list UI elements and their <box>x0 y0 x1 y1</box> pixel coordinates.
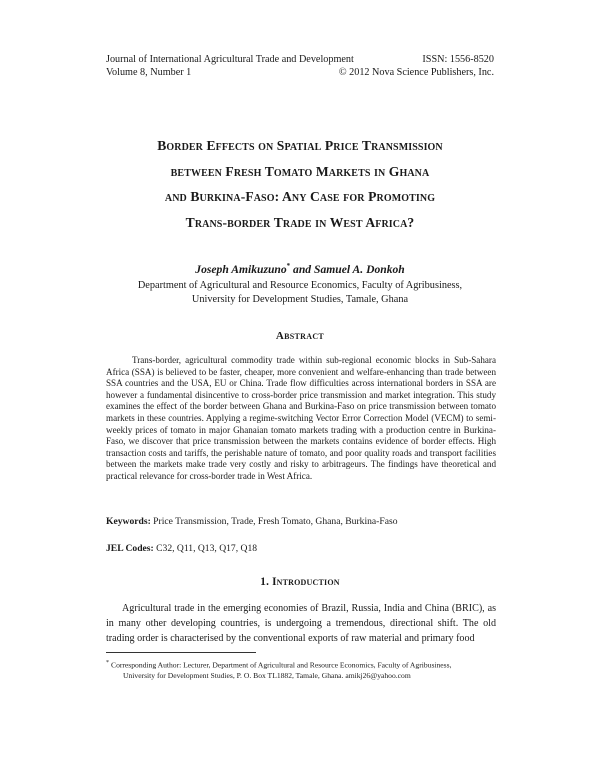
jel-label: JEL Codes: <box>106 543 154 554</box>
keywords-value: Price Transmission, Trade, Fresh Tomato, Ghana, Burkina-Faso <box>153 516 398 527</box>
abstract-heading: Abstract <box>275 330 325 342</box>
affiliation <box>80 279 520 307</box>
author-second: and Samuel A. Donkoh <box>290 262 405 276</box>
author-first: Joseph Amikuzuno <box>195 262 287 276</box>
introduction-text: Agricultural trade in the emerging economies of Brazil, Russia, India and China (BRIC), as in many other developing countries, is undergoing a tremendous, directional shift. The old trading order is characterised by the conventional exports of raw material and primary food <box>106 603 496 644</box>
issn: ISSN: 1556-8520 <box>422 54 494 65</box>
title-line: between Fresh Tomato Markets in Ghana <box>170 163 430 179</box>
affiliation-line: Department of Agricultural and Resource Economics, Faculty of Agribusiness, <box>137 280 463 291</box>
footnote-line <box>106 658 498 671</box>
jel-codes <box>106 543 506 554</box>
title-line: Trans-border Trade in West Africa? <box>185 214 415 230</box>
volume-number: Volume 8, Number 1 <box>106 67 192 78</box>
copyright: © 2012 Nova Science Publishers, Inc. <box>338 67 494 78</box>
corresponding-marker: * <box>286 262 291 270</box>
footnote-text-2: University for Development Studies, P. O. Box TL1882, Tamale, Ghana. amikj26@yahoo.com <box>123 671 411 681</box>
footnote-marker: * <box>106 660 109 666</box>
affiliation-line: University for Development Studies, Tamale, Ghana <box>191 294 409 305</box>
authors <box>100 262 500 276</box>
keywords <box>106 516 506 527</box>
title-line: Border Effects on Spatial Price Transmission <box>157 138 443 153</box>
section-heading: 1. Introduction <box>260 576 340 588</box>
jel-value: C32, Q11, Q13, Q17, Q18 <box>156 543 258 554</box>
footnote-divider <box>106 652 256 653</box>
footnote-text-1: Corresponding Author: Lecturer, Department of Agricultural and Resource Economics, Faculty of Agribusiness, <box>111 660 452 670</box>
journal-name: Journal of International Agricultural Trade and Development <box>106 54 354 65</box>
keywords-label: Keywords: <box>106 516 151 527</box>
title-line: and Burkina-Faso: Any Case for Promoting <box>164 189 436 204</box>
abstract-text: Trans-border, agricultural commodity trade within sub-regional economic blocks in Sub-Sahara Africa (SSA) is believed to be faster, cheaper, more convenient and welfare-enhancing than trade between SSA countries and the USA, EU or China. Trade flow difficulties across international borders in SSA are however a fundamental disincentive to cross-border price transmission and market integration. This study examines the effect of the border between Ghana and Burkina-Faso on price transmission between tomato markets in these countries. Applying a regime-switching Vector Error Correction Model (VECM) to semi-weekly prices of tomato in major Ghanaian tomato markets trading with a production centre in Burkina-Faso, we discover that price transmission between the markets contains evidence of border effects. High transaction costs and tariffs, the perishable nature of tomato, and poor quality roads and transport facilities between the markets make trade very costly and risky to arbitrageurs. The findings have theoretical and practical relevance for cross-border trade in West Africa. <box>106 355 496 481</box>
running-head <box>106 53 494 79</box>
footnote <box>106 658 498 682</box>
paper-title <box>70 133 530 235</box>
